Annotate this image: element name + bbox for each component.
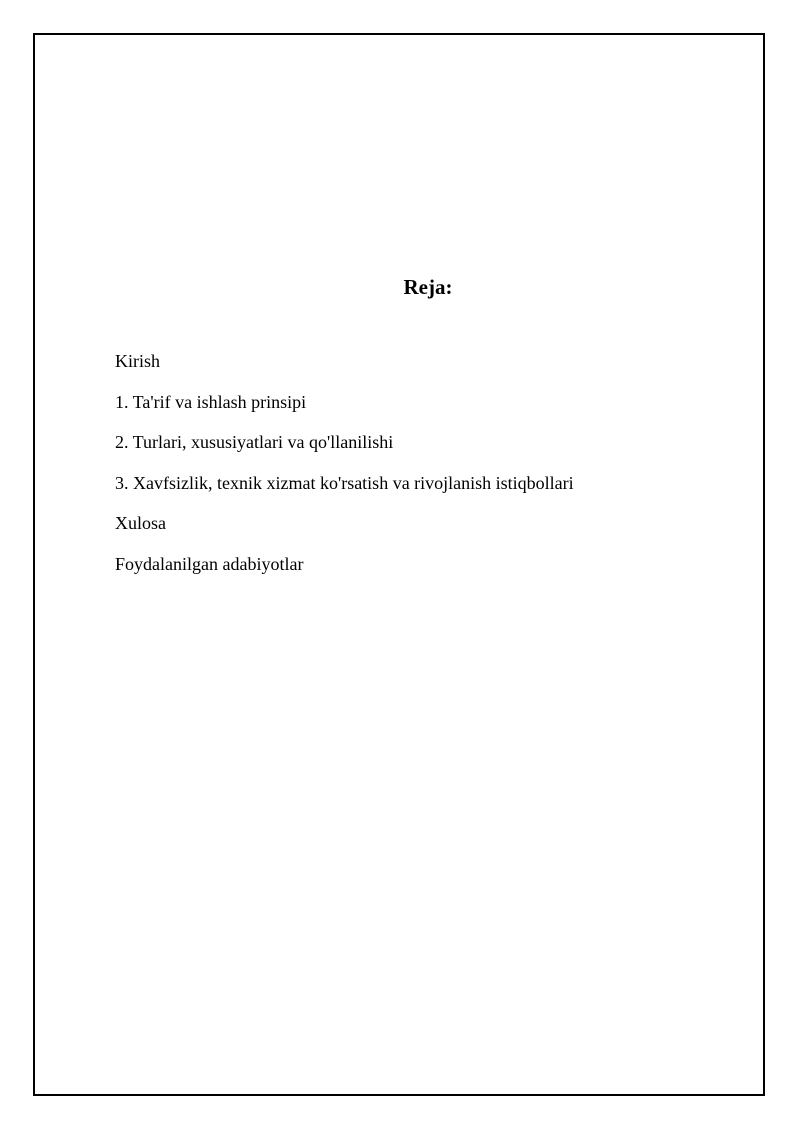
plan-item-3: 3. Xavfsizlik, texnik xizmat ko'rsatish va rivojlanish istiqbollari	[115, 472, 574, 493]
plan-item-intro: Kirish	[115, 351, 160, 371]
plan-item-1: 1. Ta'rif va ishlash prinsipi	[115, 391, 307, 412]
plan-list	[115, 350, 574, 594]
plan-item-2: 2. Turlari, xususiyatlari va qo'llanilishi	[115, 432, 394, 453]
plan-item-references: Foydalanilgan adabiyotlar	[115, 553, 304, 574]
plan-title: Reja:	[403, 275, 453, 299]
plan-item-conclusion: Xulosa	[115, 513, 166, 534]
